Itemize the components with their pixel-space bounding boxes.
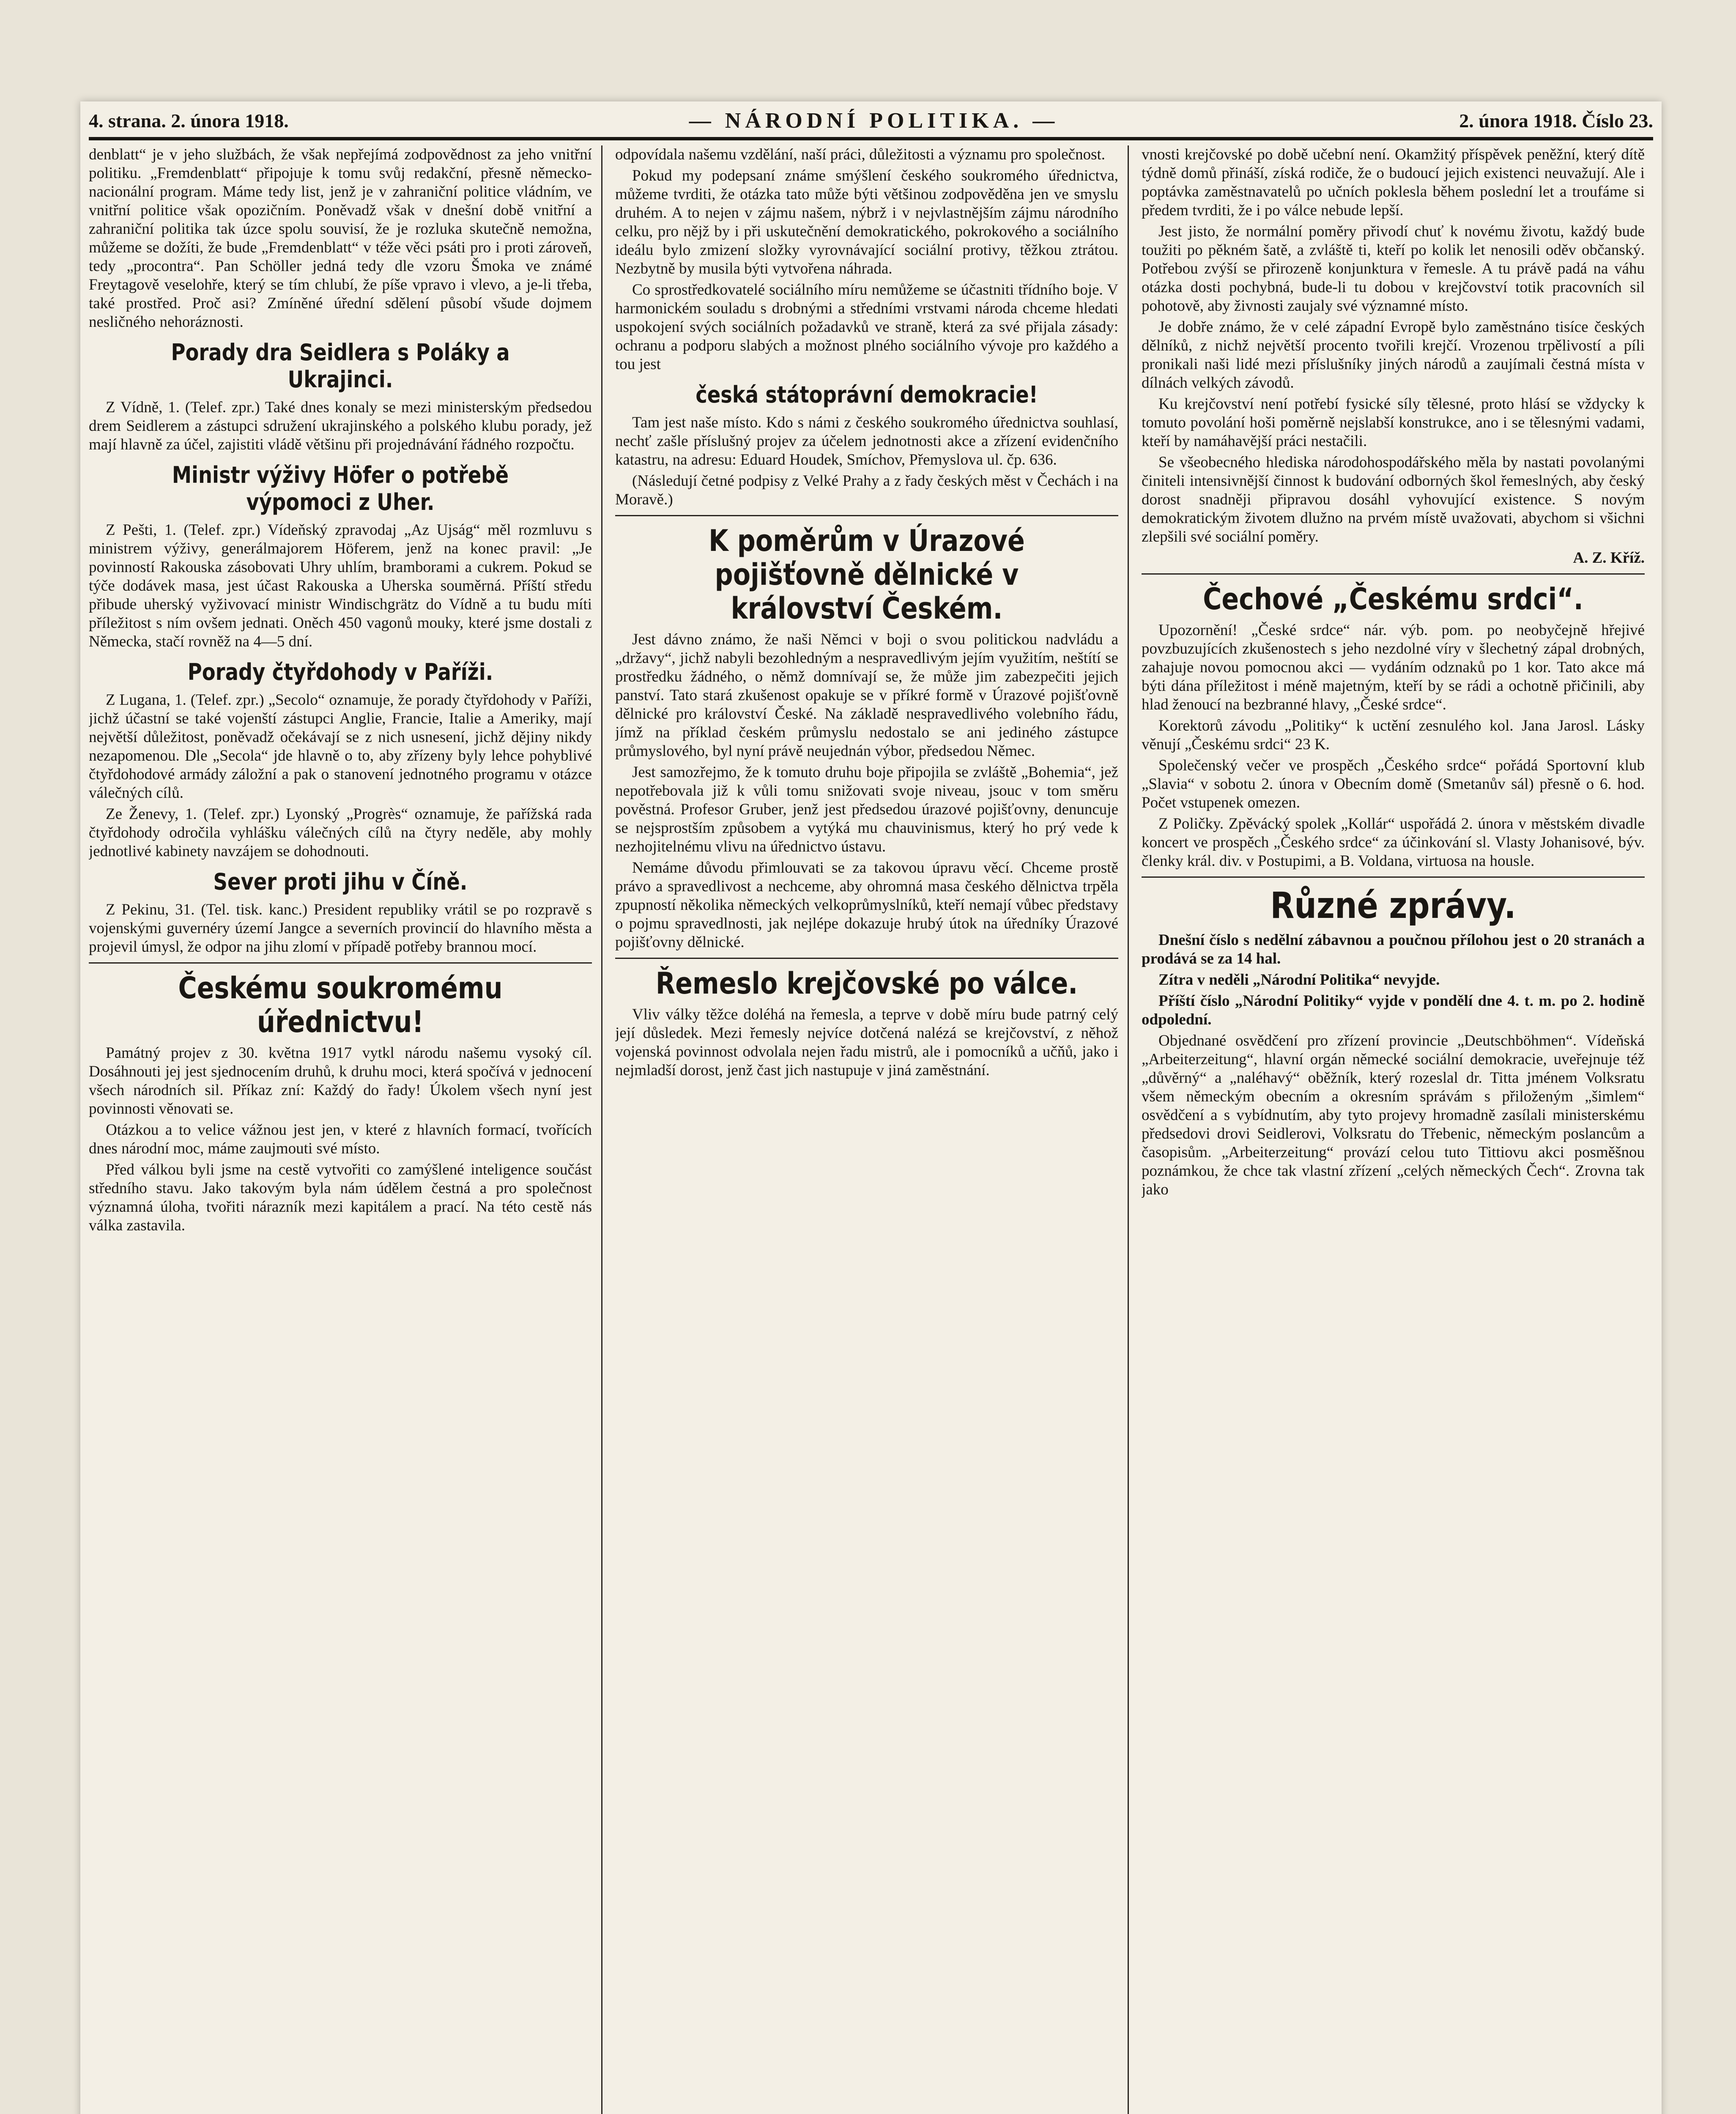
article-headline: Řemeslo krejčovské po válce. (655, 966, 1078, 1001)
article-paragraph: Nemáme důvodu přimlouvati se za takovou úpravu věcí. Chceme prostě právo a spravedlivost a nechceme, aby ohromná masa českého dělnictva trpěla zpupností několika německých velkoprůmyslníků, kteří nemají vůbec představy o pojmu spravedlnosti, jak nejlépe dokazuje hrubý útok na úředníky Úrazové pojišťovny dělnické. (615, 859, 1118, 951)
article-paragraph: Jest samozřejmo, že k tomuto druhu boje připojila se zvláště „Bohemia“, jež nepotřebovala již k vůli tomu snižovati svoje niveau, jsouc v tom směru pověstná. Profesor Gruber, jenž jest předsedou úrazové pojišťovny, denuncuje se nejsprostším způsobem a vytýká mu chauvinismus, který ho prý vede k nezhojitelnému vlivu na úřednictvo ústavu. (615, 764, 1118, 855)
article-paragraph: Co sprostředkovatelé sociálního míru nemůžeme se účastniti třídního boje. V harmonickém souladu s drobnými a středními vrstvami národa chceme hledati uspokojení svých sociálních požadavků ve straně, která za své přijala zásady: ochranu a podporu slabých a možnost plného sociálního vývoje pro každého a tou jest (615, 281, 1118, 373)
article-paragraph: Ku krejčovství není potřebí fysické síly tělesné, proto hlásí se vždycky k tomuto povolání hoši poměrně nejslabší konstrukce, ano i se tělesnými vadami, kteří by namáhavější práci nestačili. (1142, 395, 1645, 450)
article-headline: Českému soukromému úřednictvu! (178, 971, 503, 1039)
article-paragraph: odpovídala našemu vzdělání, naší práci, důležitosti a významu pro společnost. (615, 146, 1106, 163)
masthead-title: — NÁRODNÍ POLITIKA. — (689, 108, 1059, 133)
notice-paragraph: Dnešní číslo s nedělní zábavnou a poučnou přílohou jest o 20 stranách a prodává se za 14 hal. (1142, 931, 1645, 967)
section-rule (89, 962, 592, 964)
page-header (89, 106, 1653, 135)
article-paragraph: Společenský večer ve prospěch „Českého srdce“ pořádá Sportovní klub „Slavia“ v sobotu 2. února v Obecním domě (Smetanův sál) přesně o 6. hod. Počet vstupenek omezen. (1142, 757, 1645, 811)
article-paragraph: Před válkou byli jsme na cestě vytvořiti co zamýšlené inteligence součást středního stavu. Jako takovým byla nám údělem čestná a pro společnost významná úloha, tvořiti nárazník mezi kapitálem a prací. Na této cestě nás válka zastavila. (89, 1161, 592, 1234)
article-headline: Porady dra Seidlera s Poláky a Ukrajinci. (171, 339, 510, 393)
article-subheadline: česká státoprávní demokracie! (695, 381, 1038, 408)
article-paragraph: denblatt“ je v jeho službách, že však nepřejímá zodpovědnost za jeho vnitřní politiku. „Fremdenblatt“ připojuje k tomu svůj redakční, přesně německo-nacionální program. Máme tedy list, jenž je v zahraniční politice vládním, ve vnitřní politice však opozičním. Poněvadž však v dnešní době vnitřní a zahraniční politika tak úzce spolu souvisí, že je rozluka skutečně nemožna, můžeme se dožíti, že bude „Fremdenblatt“ v téže věci psáti pro i proti zároveň, tedy „procontra“. Pan Schöller jedná tedy dle vzoru Šmoka ve známé Freytagově veselohře, který se tím chlubí, že píše vpravo i vlevo, a je-li třeba, také prostřed. Proč asi? Zmíněné úřední sdělení působí všude dojmem nesličného nehoráznosti. (89, 146, 592, 331)
article-paragraph: Vliv války těžce doléhá na řemesla, a teprve v době míru bude patrný celý její důsledek. Mezi řemesly nejvíce dotčená nalézá se krejčovství, z něhož vojenská povinnost odvolala nejen řadu mistrů, ale i pomocníků a učňů, jako i nejmladší dorost, jenž čast jich nastupuje v jiná zaměstnání. (615, 1006, 1118, 1079)
article-paragraph: (Následují četné podpisy z Velké Prahy a z řady českých měst v Čechách i na Moravě.) (615, 472, 1118, 508)
article-paragraph: Upozornění! „České srdce“ nár. výb. pom. po neobyčejně hřejivé povzbuzujících zkušenostech s jeho nezdolné víry v šlechetný zápal drobných, zahajuje novou pomocnou akci — vydáním odznaků po 1 kor. Tato akce má býti dána příležitost i méně majetným, kteří by se rádi a ochotně přičinili, aby hlad ženoucí na bezbranné hlavy, „České srdce“. (1142, 622, 1645, 713)
article-paragraph: Ze Ženevy, 1. (Telef. zpr.) Lyonský „Progrès“ oznamuje, že pařížská rada čtyřdohody odročila vyhlášku válečných cílů na čtyry neděle, aby mohly jednotlivé kabinety navzájem se dohodnouti. (89, 805, 592, 860)
article-paragraph: Památný projev z 30. května 1917 vytkl národu našemu vysoký cíl. Dosáhnouti jej jest sjednocením druhů, k druhu moci, která spočívá v jednocení všech národních sil. Příkaz zní: Každý do řady! Úkolem všech nyní jest povinnosti věnovati se. (89, 1044, 592, 1117)
header-date-right: 2. února 1918. Číslo 23. (1459, 110, 1653, 131)
column-divider (601, 145, 602, 2114)
article-paragraph: Z Pekinu, 31. (Tel. tisk. kanc.) President republiky vrátil se po rozpravě s vojenskými guvernéry území Jangce a severních provincií do hlavního města a projevil úmysl, že odpor na jihu zlomí v případě potřeby brannou mocí. (89, 901, 592, 956)
article-paragraph: Tam jest naše místo. Kdo s námi z českého soukromého úřednictva souhlasí, nechť zašle příslušný projev za účelem jednotnosti akce a zřízení evidenčního katastru, na adresu: Eduard Houdek, Smíchov, Přemyslova ul. čp. 636. (615, 414, 1118, 468)
column-divider (1128, 145, 1129, 2114)
author-signature: A. Z. Kříž. (1573, 549, 1645, 567)
article-paragraph: vnosti krejčovské po době učební není. Okamžitý příspěvek peněžní, který dítě týdně domů přináší, získá rodiče, že o budoucí jejich existenci neuvažují. Ale i poptávka zaměstnavatelů po učních poklesla během poslední let a troufáme si předem tvrditi, že i po válce nebude lepší. (1142, 146, 1645, 219)
section-rule (1142, 573, 1645, 575)
section-headline: Různé zprávy. (1270, 884, 1516, 927)
article-headline: Sever proti jihu v Číně. (213, 868, 468, 895)
article-paragraph: Pokud my podepsaní známe smýšlení českého soukromého úřednictva, můžeme tvrditi, že otázka tato může býti většinou zodpověděna jen ve smyslu druhém. A to nejen v zájmu našem, nýbrž i v nejvlastnějším zájmu národního celku, pro nějž by i při uskutečnění demokratického, pokrokového a sociálního ideálu bylo zmizení složky vyrovnávající sociální protivy, těžkou ztrátou. Nezbytně by musila býti vytvořena náhrada. (615, 167, 1118, 277)
column-1 (89, 145, 592, 2114)
article-headline: Ministr výživy Höfer o potřebě výpomoci z Uher. (172, 462, 509, 515)
article-paragraph: Jest dávno známo, že naši Němci v boji o svou politickou nadvládu a „državy“, jichž nabyli bezohledným a nespravedlivým jejím využitím, neštítí se prostředku žádného, o němž domnívají se, že může jim zabezpečiti jejich panství. Tato stará zkušenost opakuje se v příkré formě v Úrazové pojišťovně dělnické pro království České. Na základě nespravedlivého volebního řádu, jímž na příklad českém průmyslu nedostalo se ani jediného zástupce průmyslového, byl nyní právě neujednán výbor, předsedou Němec. (615, 631, 1118, 760)
header-date-left: 4. strana. 2. února 1918. (89, 110, 289, 131)
article-headline: Porady čtyřdohody v Paříži. (187, 659, 493, 685)
article-paragraph: Je dobře známo, že v celé západní Evropě bylo zaměstnáno tisíce českých dělníků, z nichž největší procento tvořili krejčí. Vrozenou trpělivostí a píli pronikali naši lidé mezi příslušníky jiných národů a zaujímali čestná místa v dílnách velkých závodů. (1142, 318, 1645, 392)
section-rule (1142, 876, 1645, 878)
article-paragraph: Z Lugana, 1. (Telef. zpr.) „Secolo“ oznamuje, že porady čtyřdohody v Paříži, jichž účastní se také vojenští zástupci Anglie, Francie, Italie a Ameriky, mají největší důležitost, poněvadž očekávají se z nich usnesení, jichž dějiny nikdy nezapomenou. Dle „Secola“ jde hlavně o to, aby zřízeny byly lehce pohyblivé čtyřdohodové armády záložní a pak o stanovení jednotného programu v otázce válečných cílů. (89, 691, 592, 802)
article-headline: K poměrům v Úrazové pojišťovně dělnické v království Českém. (709, 523, 1025, 626)
column-2 (615, 145, 1118, 2114)
notice-paragraph: Příští číslo „Národní Politiky“ vyjde v pondělí dne 4. t. m. po 2. hodině odpolední. (1142, 992, 1645, 1028)
article-paragraph: Korektorů závodu „Politiky“ k uctění zesnulého kol. Jana Jarosl. Lásky věnují „Českému srdci“ 23 K. (1142, 717, 1645, 753)
notice-paragraph: Zítra v neděli „Národní Politika“ nevyjde. (1158, 971, 1440, 989)
newspaper-page (80, 101, 1662, 2114)
article-paragraph: Z Pešti, 1. (Telef. zpr.) Vídeňský zpravodaj „Az Ujság“ měl rozmluvu s ministrem výživy, generálmajorem Höferem, jenž na konec pravil: „Je povinností Rakouska zásobovati Uhry uhlím, bramborami a cukrem. Pokud se týče dodávek masa, jest účast Rakouska a Uherska souměrná. Příští středu přibude uherský vyživovací ministr Windischgrätz do Vídně a tu budu míti příležitost s ním ovšem jednati. Oněch 450 vagonů mouky, které jsme dostali z Německa, stačí rovněž na 4—5 dní. (89, 521, 592, 650)
article-paragraph: Z Poličky. Zpěvácký spolek „Kollár“ uspořádá 2. února v městském divadle koncert ve prospěch „Českého srdce“ za účinkování sl. Vlasty Johanisové, býv. členky král. div. v Postupimi, a B. Voldana, virtuosa na housle. (1142, 815, 1645, 870)
article-paragraph: Otázkou a to velice vážnou jest jen, v které z hlavních formací, tvořících dnes národní moc, máme zaujmouti své místo. (89, 1121, 592, 1157)
section-rule (615, 515, 1118, 516)
article-paragraph: Objednané osvědčení pro zřízení provincie „Deutschböhmen“. Vídeňská „Arbeiterzeitung“, hlavní orgán německé sociální demokracie, uveřejnuje též „důvěrný“ a „naléhavý“ oběžník, který rozeslal dr. Titta jménem Volksratu všem německým obecním a okresním správám s přiloženým „šimlem“ osvědčení a s vybídnutím, aby tyto projevy hromadně zasílali ministerskému předsedovi drovi Seidlerovi, Volksratu do Třebenic, německým poslancům a časopisům. „Arbeiterzeitung“ provází celou tuto Tittiovu akci posměšnou poznámkou, že chce tak vlastní zřízení „celých německých Čech“. Zrovna tak jako (1142, 1032, 1645, 1198)
article-headline: Čechové „Českému srdci“. (1203, 582, 1583, 616)
article-paragraph: Jest jisto, že normální poměry přivodí chuť k novému životu, každý bude toužiti po pěkném šatě, a zvláště ti, kteří po kolik let nenosili oděv občanský. Potřebou zvýší se přirozeně konjunktura v řemesle. A tu právě padá na váhu otázka dosti pochybná, bude-li tu dobou v krejčovství totik pracovních sil pohotově, aby živnosti zaujaly své významné místo. (1142, 223, 1645, 315)
header-rule (89, 137, 1653, 140)
article-paragraph: Z Vídně, 1. (Telef. zpr.) Také dnes konaly se mezi ministerským předsedou drem Seidlerem a zástupci sdružení ukrajinského a polského klubu porady, jež mají hlavně za účel, zajistiti vládě většinu při projednávání řádného rozpočtu. (89, 399, 592, 453)
section-rule (615, 958, 1118, 959)
article-paragraph: Se všeobecného hlediska národohospodářského měla by nastati povolanými činiteli intensivnější činnost k budování odborných škol řemeslných, aby český dorost snadněji připravou dosáhl vyhovující existence. S novým demokratickým životem dlužno na prvém místě uvažovati, abychom si všichni zlepšili své sociální poměry. (1142, 454, 1645, 545)
column-3 (1142, 145, 1645, 2114)
